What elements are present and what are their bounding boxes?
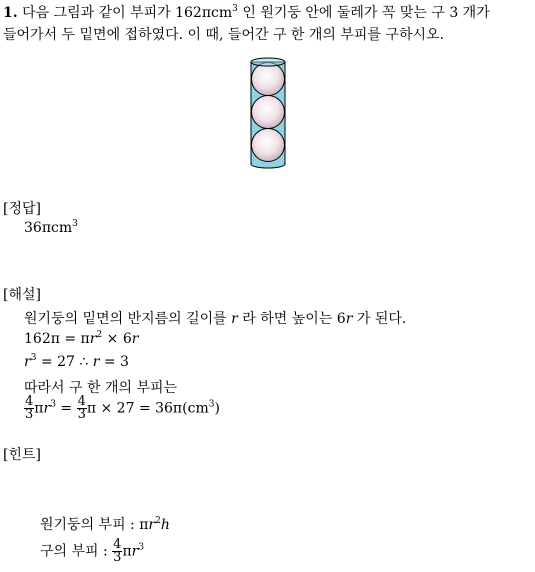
explanation-line-1	[24, 308, 406, 328]
equation-text: × 6	[102, 331, 132, 347]
problem-unit-exp: 3	[232, 4, 238, 14]
var-r: r	[231, 311, 238, 327]
explanation-heading: [해설]	[3, 287, 41, 303]
explanation-text: 가 된다.	[352, 311, 407, 327]
answer-value	[24, 220, 78, 236]
var-r: r	[89, 331, 97, 347]
explanation-text: 원기둥의 밑면의 반지름의 길이를	[24, 311, 232, 327]
cylinder-top	[251, 58, 285, 66]
var-r: r	[24, 354, 31, 370]
answer-number: 36π	[24, 220, 52, 236]
answer-heading: [정답]	[3, 201, 41, 217]
var-r: r	[43, 400, 51, 417]
hint-sphere-volume: 구의 부피 : $\frac{4}{3}$ $\pi r^3$	[40, 537, 145, 565]
fraction: $\frac{4}{3}$	[113, 537, 122, 565]
explanation-text: 라 하면 높이는 6	[237, 311, 346, 327]
sphere-bottom	[252, 129, 285, 162]
equation-text: = 3	[99, 354, 129, 370]
problem-text-b: 인 원기둥 안에 둘레가 꼭 맞는 구 3 개가	[237, 5, 490, 21]
answer-unit: cm	[51, 220, 73, 236]
cylinder-spheres-figure	[240, 56, 296, 170]
var-r: r	[345, 311, 353, 327]
var-r: r	[92, 354, 100, 370]
hint-heading: [힌트]	[3, 447, 41, 463]
exponent: 2	[96, 330, 103, 340]
problem-text-a: 다음 그림과 같이 부피가 162π	[22, 5, 212, 21]
equation-3: $\frac{4}{3}$ $\pi r^3$ = $\frac{4}{3}$ $\pi \times 27 = 36\pi(cm^3)$	[25, 394, 220, 422]
sphere-top	[252, 63, 285, 96]
fraction: $\frac{4}{3}$	[77, 394, 86, 422]
fraction: $\frac{4}{3}$	[25, 394, 34, 422]
hint-cylinder-volume: 원기둥의 부피 : $\pi r^2h$	[40, 516, 170, 533]
equation-text: = 27 ∴	[36, 354, 93, 370]
var-r: r	[131, 331, 139, 347]
exponent: 3	[30, 353, 37, 363]
answer-unit-exp: 3	[72, 219, 78, 229]
sphere-middle	[252, 96, 285, 129]
problem-line-2: 들어가서 두 밑면에 접하였다. 이 때, 들어간 구 한 개의 부피를 구하시오.	[3, 27, 444, 43]
problem-unit: cm	[211, 5, 233, 21]
problem-number: 1.	[3, 5, 18, 21]
problem-line-1	[3, 2, 490, 22]
equation-2	[24, 354, 129, 370]
equation-1	[24, 331, 138, 347]
explanation-line-4: 따라서 구 한 개의 부피는	[24, 380, 178, 396]
equation-text: 162π = π	[24, 331, 90, 347]
